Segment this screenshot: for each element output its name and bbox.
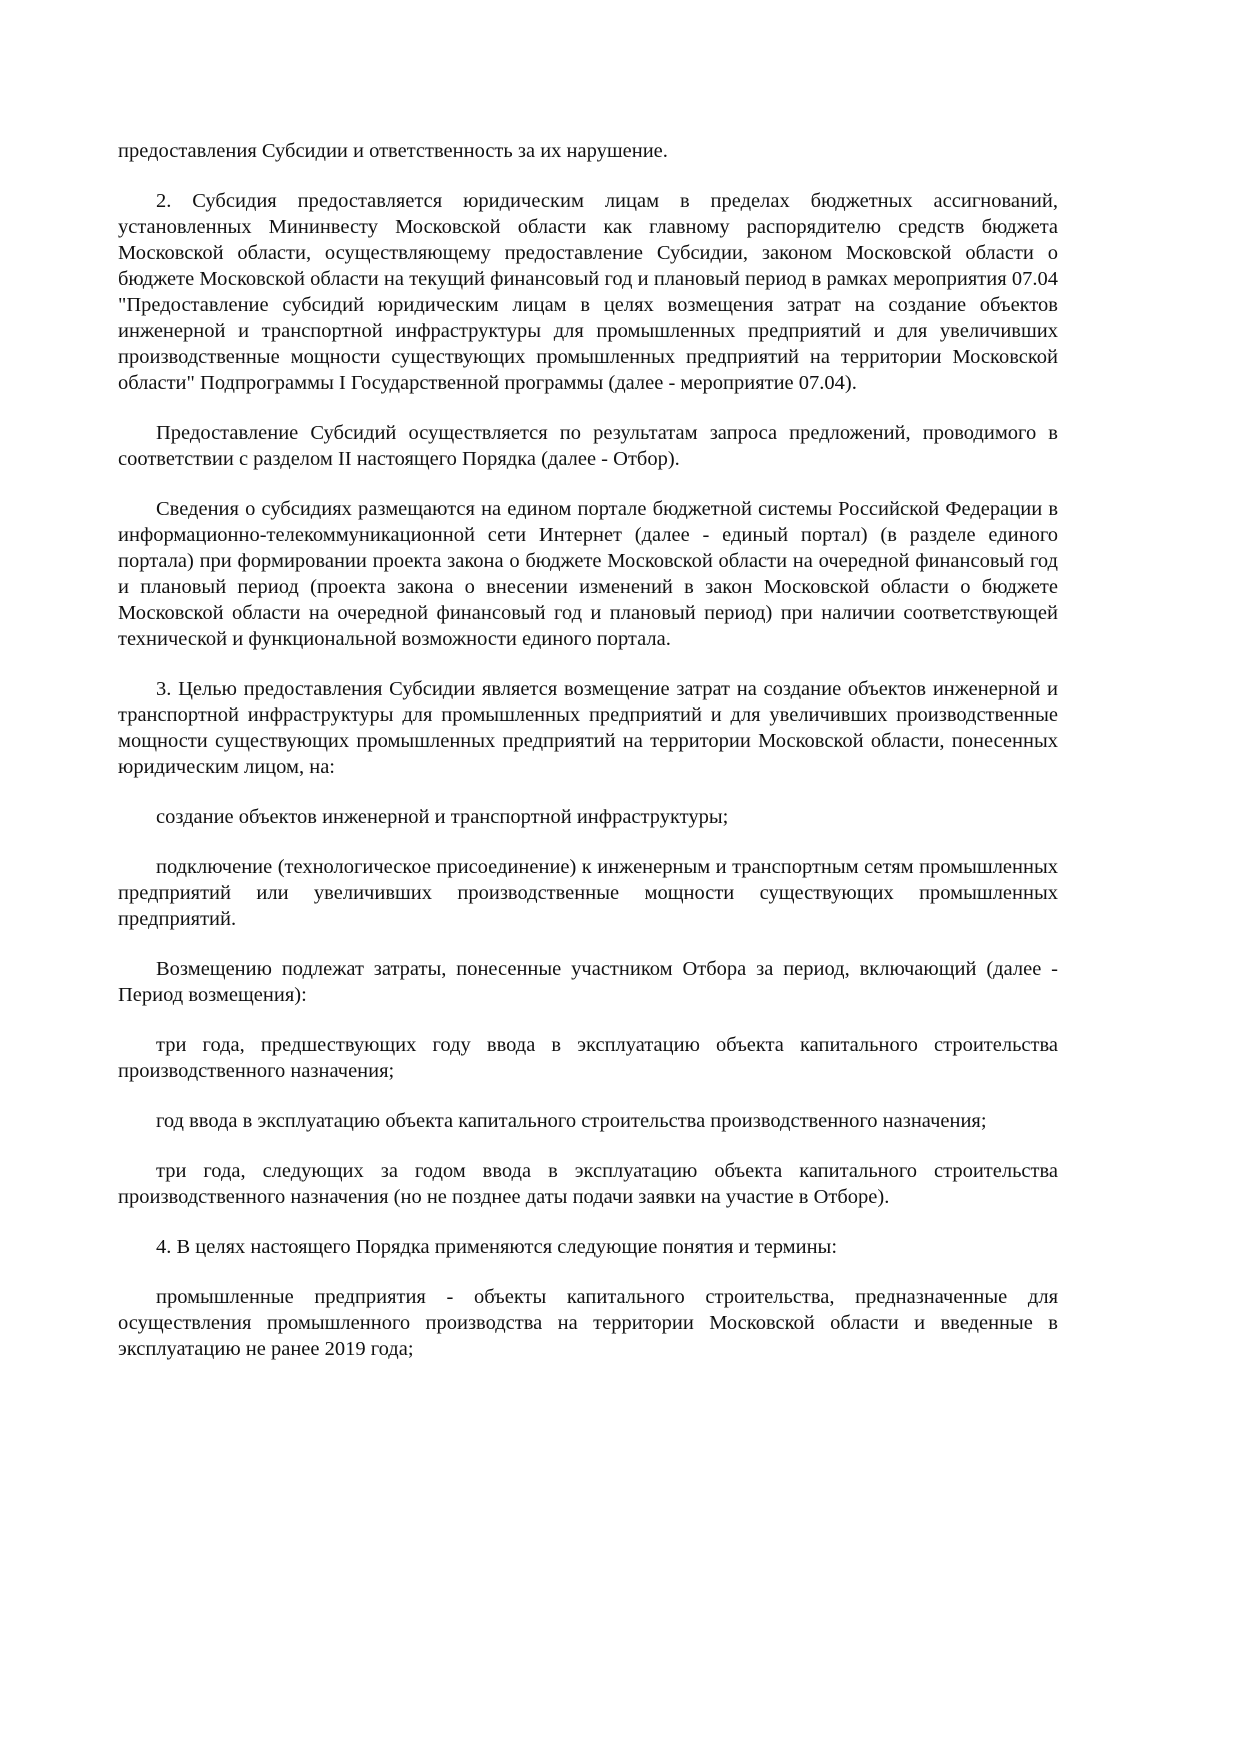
paragraph-list-item: год ввода в эксплуатацию объекта капитального строительства производственного назначения; <box>156 1110 987 1132</box>
paragraph-clause-4: 4. В целях настоящего Порядка применяются следующие понятия и термины: <box>156 1236 838 1258</box>
paragraph-continuation: предоставления Субсидии и ответственность за их нарушение. <box>118 140 668 162</box>
paragraph-selection: Предоставление Субсидий осуществляется по результатам запроса предложений, проводимого в соответствии с разделом II настоящего Порядка (далее - Отбор). <box>118 422 1058 470</box>
paragraph-clause-3: 3. Целью предоставления Субсидии является возмещение затрат на создание объектов инженерной и транспортной инфраструктуры для промышленных предприятий и для увеличивших производственные мощности существующих промышленных предприятий на территории Московской области, понесенных юридическим лицом, на: <box>118 678 1058 778</box>
paragraph-reimbursement: Возмещению подлежат затраты, понесенные участником Отбора за период, включающий (далее - Период возмещения): <box>118 958 1058 1006</box>
paragraph-definition: промышленные предприятия - объекты капитального строительства, предназначенные для осуществления промышленного производства на территории Московской области и введенные в эксплуатацию не ранее 2019 года; <box>118 1286 1058 1360</box>
paragraph-clause-2: 2. Субсидия предоставляется юридическим лицам в пределах бюджетных ассигнований, установленных Мининвесту Московской области как главному распорядителю средств бюджета Московской области, осуществляющему предоставление Субсидии, законом Московской области о бюджете Московской области на текущий финансовый год и плановый период в рамках мероприятия 07.04 "Предоставление субсидий юридическим лицам в целях возмещения затрат на создание объектов инженерной и транспортной инфраструктуры для промышленных предприятий и для увеличивших производственные мощности существующих промышленных предприятий на территории Московской области" Подпрограммы I Государственной программы (далее - мероприятие 07.04). <box>118 190 1058 394</box>
paragraph-list-item: три года, предшествующих году ввода в эксплуатацию объекта капитального строительства производственного назначения; <box>118 1034 1058 1082</box>
paragraph-list-item: создание объектов инженерной и транспортной инфраструктуры; <box>156 806 729 828</box>
paragraph-list-item: три года, следующих за годом ввода в эксплуатацию объекта капитального строительства производственного назначения (но не позднее даты подачи заявки на участие в Отборе). <box>118 1160 1058 1208</box>
paragraph-list-item: подключение (технологическое присоединение) к инженерным и транспортным сетям промышленных предприятий или увеличивших производственные мощности существующих промышленных предприятий. <box>118 856 1058 930</box>
document-page <box>118 138 1058 1386</box>
paragraph-portal-info: Сведения о субсидиях размещаются на едином портале бюджетной системы Российской Федерации в информационно-телекоммуникационной сети Интернет (далее - единый портал) (в разделе единого портала) при формировании проекта закона о бюджете Московской области на очередной финансовый год и плановый период (проекта закона о внесении изменений в закон Московской области о бюджете Московской области на очередной финансовый год и плановый период) при наличии соответствующей технической и функциональной возможности единого портала. <box>118 498 1058 650</box>
